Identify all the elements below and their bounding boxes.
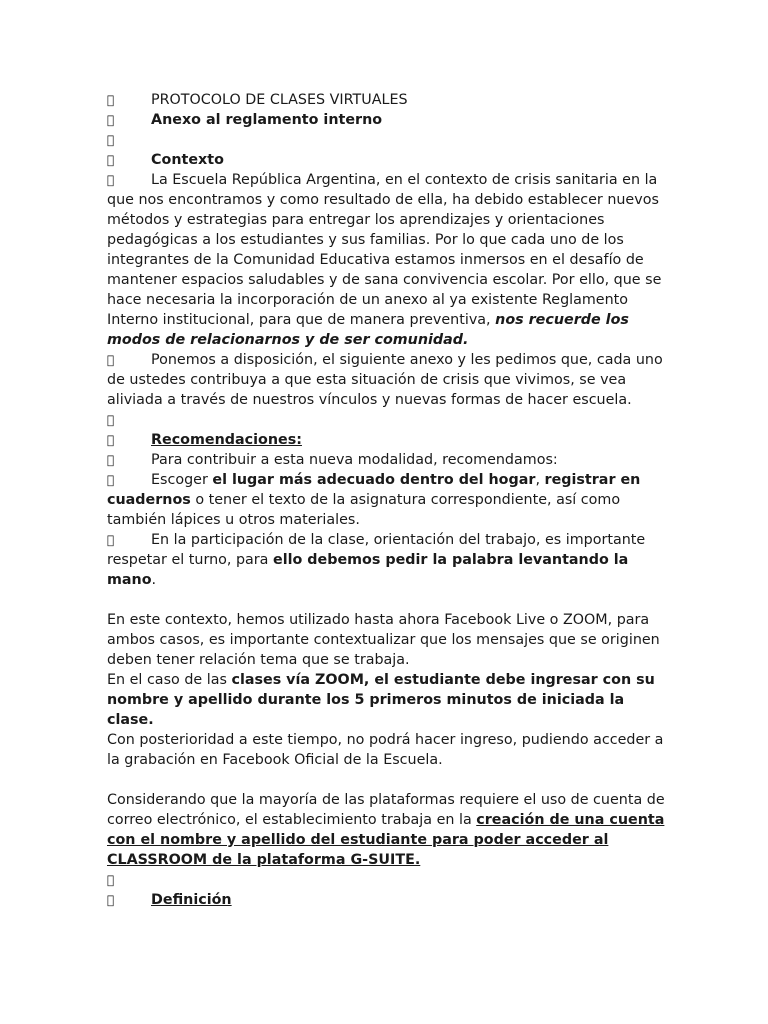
paragraph-recording	[107, 730, 667, 770]
blank-line	[107, 590, 667, 610]
rec1-bold-a: el lugar más adecuado dentro del hogar	[212, 472, 536, 488]
list-item-rec-1	[107, 470, 667, 530]
account-text: Considerando que la mayoría de las plataformas requiere el uso de cuenta de correo electrónico, el establecimiento trabaja en la	[107, 792, 665, 828]
paragraph-facebook-zoom	[107, 610, 667, 670]
contexto-text-2: Ponemos a disposición, el siguiente anexo y les pedimos que, cada uno de ustedes contribuya a que esta situación de crisis que vivimos, se vea aliviada a través de nuestros vínculos y nuevas formas de hacer escuela.	[107, 352, 663, 408]
paragraph-text: Con posterioridad a este tiempo, no podrá hacer ingreso, pudiendo acceder a la grabación en Facebook Oficial de la Escuela.	[107, 732, 664, 768]
contexto-emphasis: nos recuerde los modos de relacionarnos y de ser comunidad.	[107, 312, 629, 348]
bullet-icon	[107, 90, 151, 110]
bullet-icon	[107, 170, 151, 190]
list-item-recomendaciones	[107, 430, 667, 450]
rec1-text-c: o tener el texto de la asignatura correspondiente, así como también lápices u otros materiales.	[107, 492, 621, 528]
bullet-icon	[107, 530, 151, 550]
rec2-bold: ello debemos pedir la palabra levantando la mano	[107, 552, 629, 588]
definicion-heading: Definición	[151, 892, 232, 908]
list-item-rec-2	[107, 530, 667, 590]
list-item-title	[107, 90, 667, 110]
contexto-heading: Contexto	[151, 152, 224, 168]
list-item-empty	[107, 130, 667, 150]
bullet-icon	[107, 430, 151, 450]
annex-heading: Anexo al reglamento interno	[151, 112, 383, 128]
rec1-bold-b: registrar en cuadernos	[107, 472, 641, 508]
list-item-rec-intro	[107, 450, 667, 470]
paragraph-account	[107, 790, 667, 870]
bullet-icon	[107, 110, 151, 130]
list-item-empty	[107, 870, 667, 890]
document-title: PROTOCOLO DE CLASES VIRTUALES	[151, 92, 408, 108]
zoom-rule-text: En el caso de las	[107, 672, 232, 688]
rec2-text-b: .	[151, 572, 157, 588]
bullet-icon	[107, 470, 151, 490]
list-item-definicion	[107, 890, 667, 910]
account-bold-underlined: creación de una cuenta con el nombre y apellido del estudiante para poder acceder al CLASSROOM de la plataforma G-SUITE.	[107, 812, 665, 868]
zoom-rule-bold: clases vía ZOOM, el estudiante debe ingresar con su nombre y apellido durante los 5 primeros minutos de iniciada la clase.	[107, 672, 655, 728]
rec1-text-a: Escoger	[151, 472, 213, 488]
contexto-paragraph-2	[107, 350, 667, 410]
bullet-icon	[107, 890, 151, 910]
bullet-icon	[107, 130, 151, 150]
blank-line	[107, 770, 667, 790]
recomendaciones-heading: Recomendaciones:	[151, 432, 302, 448]
bullet-icon	[107, 150, 151, 170]
contexto-text: La Escuela República Argentina, en el contexto de crisis sanitaria en la que nos encontramos y como resultado de ella, ha debido establecer nuevos métodos y estrategias para entregar los aprendizajes y orientaciones pedagógicas a los estudiantes y sus familias. Por lo que cada uno de los integrantes de la Comunidad Educativa estamos inmersos en el desafío de mantener espacios saludables y de sana convivencia escolar. Por ello, que se hace necesaria la incorporación de un anexo al ya existente Reglamento Interno institucional, para que de manera preventiva,	[107, 172, 662, 328]
document-body	[107, 90, 667, 910]
list-item-annex	[107, 110, 667, 130]
rec-intro-text: Para contribuir a esta nueva modalidad, recomendamos:	[151, 452, 558, 468]
contexto-paragraph-1	[107, 170, 667, 350]
rec2-text-a: En la participación de la clase, orientación del trabajo, es importante respetar el turno, para	[107, 532, 646, 568]
rec1-text-b: ,	[535, 472, 545, 488]
list-item-contexto	[107, 150, 667, 170]
paragraph-text: En este contexto, hemos utilizado hasta ahora Facebook Live o ZOOM, para ambos casos, es importante contextualizar que los mensajes que se originen deben tener relación tema que se trabaja.	[107, 612, 660, 668]
bullet-icon	[107, 450, 151, 470]
bullet-icon	[107, 870, 151, 890]
list-item-empty	[107, 410, 667, 430]
bullet-icon	[107, 410, 151, 430]
paragraph-zoom-rule	[107, 670, 667, 730]
bullet-icon	[107, 350, 151, 370]
